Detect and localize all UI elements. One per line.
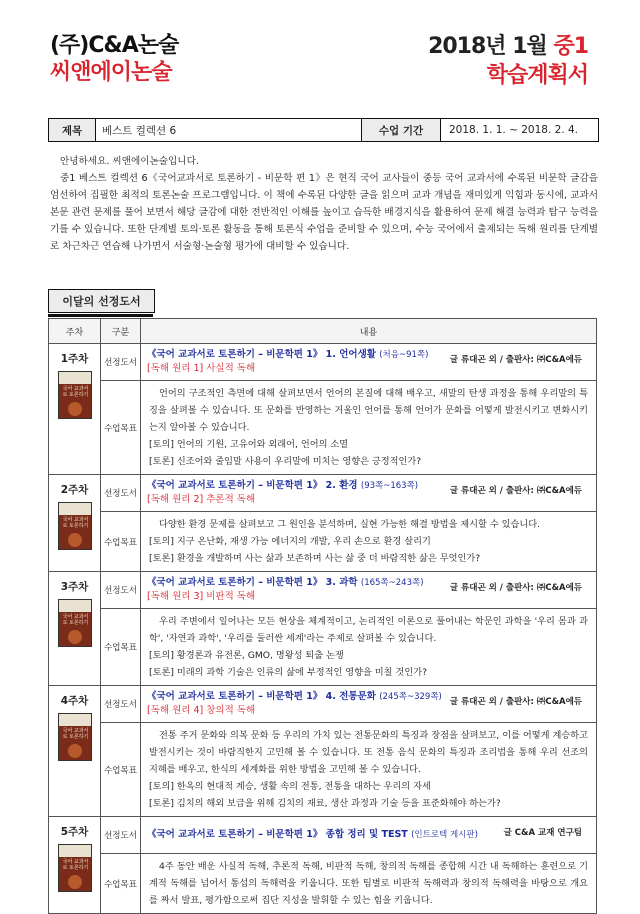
book-cover-image xyxy=(58,502,92,550)
cover-band xyxy=(59,600,91,612)
goal-desc: 언어의 구조적인 측면에 대해 살펴보면서 언어의 본질에 대해 배우고, 새말의 탄생 과정을 통해 우리말의 특징을 살펴볼 수 있습니다. 또 문화를 반영하는 거울인 언어를 통해 언어가 문화를 어떻게 발전시키고 변화시키는지 알아볼 수 있습니다. xyxy=(149,388,588,433)
table-row xyxy=(49,475,597,512)
week-label: 4주차 xyxy=(60,695,89,707)
publisher: 글 류대곤 외 / 출판사: ㈜C&A에듀 xyxy=(449,583,582,593)
table-row xyxy=(49,381,597,475)
cover-title: 국어 교과서로 토론하기 xyxy=(62,386,89,398)
cover-title: 국어 교과서로 토론하기 xyxy=(62,517,89,529)
cover-ball xyxy=(68,533,82,547)
week-label: 3주차 xyxy=(60,581,89,593)
debate-topic: [토론] 환경을 개발하며 사는 삶과 보존하며 사는 삶 중 더 바람직한 삶은 무엇인가? xyxy=(149,553,481,564)
reading-principle: [독해 원리 4] 창의적 독해 xyxy=(147,705,256,716)
debate-topic: [토론] 신조어와 줄임말 사용이 우리말에 미치는 영향은 긍정적인가? xyxy=(149,456,422,467)
book-cell xyxy=(141,686,597,723)
plan-date: 2018년 1월 xyxy=(428,34,554,59)
book-label: 선정도서 xyxy=(101,344,141,381)
book-title: 《국어 교과서로 토론하기 – 비문학편 1》 3. 과학 xyxy=(147,577,358,588)
period-value: 2018. 1. 1. ~ 2018. 2. 4. xyxy=(449,124,579,136)
book-label: 선정도서 xyxy=(101,572,141,609)
table-row xyxy=(49,572,597,609)
week-label: 1주차 xyxy=(60,353,89,365)
book-cover-image xyxy=(58,599,92,647)
book-title: 《국어 교과서로 토론하기 – 비문학편 1》 종합 정리 및 TEST xyxy=(147,829,408,840)
intro-body: 중1 베스트 컬렉션 6《국어교과서로 토론하기 - 비문학 편 1》은 현직 국어 교사들이 중등 국어 교과서에 수록된 비문학 글감을 엄선하여 집필한 최적의 토론논술 프로그램입니다. 이 책에 수록된 다양한 글을 읽으며 교과 개념을 재미있게 익힘과 동시에, 교과서 본문 관련 문제를 풀어 보면서 해당 글감에 대한 전반적인 이해를 높이고 습득한 배경지식을 활용하여 문제 해결 능력과 탐구 능력을 기를 수 있습니다. 또한 단계별 토의·토론 활동을 통해 토론식 수업을 준비할 수 있으며, 수능 국어에서 출제되는 독해 원리를 단계별로 차근차근 연습해 나가면서 서술형·논술형 평가에 대비할 수 있습니다. xyxy=(50,173,598,252)
cover-ball xyxy=(68,744,82,758)
cover-ball xyxy=(68,402,82,416)
publisher: 글 류대곤 외 / 출판사: ㈜C&A에듀 xyxy=(449,355,582,365)
plan-grade: 중1 xyxy=(553,34,588,59)
table-body xyxy=(49,344,597,914)
book-cell xyxy=(141,344,597,381)
logo-line2: 씨앤에이논술 xyxy=(50,60,172,85)
cover-band xyxy=(59,503,91,515)
plan-date-line xyxy=(428,33,588,61)
cover-title: 국어 교과서로 토론하기 xyxy=(62,859,89,871)
publisher: 글 C&A 교재 연구팀 xyxy=(503,828,582,838)
discussion-topic: [토의] 황경론과 유전론, GMO, 명왕성 퇴출 논쟁 xyxy=(149,650,344,661)
book-title: 《국어 교과서로 토론하기 – 비문학편 1》 2. 환경 xyxy=(147,480,358,491)
book-cell xyxy=(141,572,597,609)
header-type: 구분 xyxy=(101,319,141,344)
header-week: 주차 xyxy=(49,319,101,344)
book-label: 선정도서 xyxy=(101,475,141,512)
table-row xyxy=(49,512,597,572)
week-cell xyxy=(49,686,101,817)
book-label: 선정도서 xyxy=(101,817,141,854)
goal-cell xyxy=(141,609,597,686)
book-pages: (처음~91쪽) xyxy=(379,350,429,360)
book-cover-image xyxy=(58,844,92,892)
book-pages: (93쪽~163쪽) xyxy=(360,481,419,491)
book-pages: (165쪽~243쪽) xyxy=(360,578,424,588)
goal-desc: 우리 주변에서 일어나는 모든 현상을 체계적이고, 논리적인 이론으로 풀어내는 학문인 과학을 '우리 몸과 과학', '자연과 과학', '우리를 둘러싼 세계'라는 주제로 살펴볼 수 있습니다. xyxy=(149,616,588,644)
period-label: 수업 기간 xyxy=(362,119,441,141)
discussion-topic: [토의] 언어의 기원, 고유어와 외래어, 언어의 소멸 xyxy=(149,439,349,450)
book-title: 《국어 교과서로 토론하기 – 비문학편 1》 4. 전통문화 xyxy=(147,691,376,702)
plan-title: 학습계획서 xyxy=(486,63,588,88)
goal-label: 수업목표 xyxy=(101,609,141,686)
book-title: 《국어 교과서로 토론하기 – 비문학편 1》 1. 언어생활 xyxy=(147,349,376,360)
week-cell xyxy=(49,344,101,475)
week-cell xyxy=(49,572,101,686)
goal-desc: 4주 동안 배운 사실적 독해, 추론적 독해, 비판적 독해, 창의적 독해를 종합해 시간 내 독해하는 훈련으로 기계적 독해를 넘어서 통섭의 독해력을 키웁니다. 또한 팀별로 비판적 독해력과 창의적 독해력을 바탕으로 개요를 짜서 발표, 평가함으로써 집단 지성을 발휘할 수 있는 힘을 키웁니다. xyxy=(149,861,588,906)
goal-label: 수업목표 xyxy=(101,512,141,572)
debate-topic: [토론] 미래의 과학 기술은 인류의 삶에 부정적인 영향을 미칠 것인가? xyxy=(149,667,427,678)
intro-greeting: 안녕하세요. 씨앤에이논술입니다. xyxy=(60,156,199,167)
subject-label: 제목 xyxy=(49,119,96,141)
schedule-table xyxy=(48,318,597,914)
book-pages: (245쪽~329쪽) xyxy=(379,692,442,702)
goal-label: 수업목표 xyxy=(101,854,141,914)
goal-desc: 전통 주거 문화와 의복 문화 등 우리의 가치 있는 전통문화의 특징과 장점을 살펴보고, 이를 어떻게 계승하고 발전시키는 것이 바람직한지 고민해 볼 수 있습니다. 또 전통 음식 문화의 특징과 조리법을 통해 우리 선조의 지혜를 배우고, 한식의 세계화를 위한 방법을 고민해 볼 수 있습니다. xyxy=(149,730,588,775)
book-cell xyxy=(141,817,597,854)
cover-ball xyxy=(68,630,82,644)
goal-label: 수업목표 xyxy=(101,723,141,817)
reading-principle: [독해 원리 2] 추론적 독해 xyxy=(147,494,256,505)
publisher: 글 류대곤 외 / 출판사: ㈜C&A에듀 xyxy=(449,697,582,707)
plan-heading xyxy=(428,33,588,91)
week-cell xyxy=(49,817,101,914)
cover-band xyxy=(59,845,91,857)
cover-band xyxy=(59,372,91,384)
cover-ball xyxy=(68,875,82,889)
table-header-row xyxy=(49,319,597,344)
goal-label: 수업목표 xyxy=(101,381,141,475)
book-cover-image xyxy=(58,713,92,761)
table-row xyxy=(49,723,597,817)
week-cell xyxy=(49,475,101,572)
goal-cell xyxy=(141,512,597,572)
week-label: 5주차 xyxy=(60,826,89,838)
table-row xyxy=(49,344,597,381)
goal-cell xyxy=(141,381,597,475)
goal-cell xyxy=(141,723,597,817)
publisher: 글 류대곤 외 / 출판사: ㈜C&A에듀 xyxy=(449,486,582,496)
table-row xyxy=(49,609,597,686)
info-bar xyxy=(48,118,599,142)
intro-text xyxy=(50,153,598,255)
book-label: 선정도서 xyxy=(101,686,141,723)
table-row xyxy=(49,817,597,854)
section-tag: 이달의 선정도서 xyxy=(48,289,155,313)
reading-principle: [독해 원리 3] 비판적 독해 xyxy=(147,591,256,602)
cover-title: 국어 교과서로 토론하기 xyxy=(62,728,89,740)
discussion-topic: [토의] 한옥의 현대적 계승, 생활 속의 전통, 전통을 대하는 우리의 자세 xyxy=(149,781,431,792)
company-logo xyxy=(50,33,178,87)
discussion-topic: [토의] 지구 온난화, 재생 가능 에너지의 개발, 우리 손으로 환경 살리기 xyxy=(149,536,431,547)
debate-topic: [토론] 김치의 해외 보급을 위해 김치의 재료, 생산 과정과 기술 등을 표준화해야 하는가? xyxy=(149,798,501,809)
cover-band xyxy=(59,714,91,726)
logo-line1: (주)C&A논술 xyxy=(50,33,179,58)
cover-title: 국어 교과서로 토론하기 xyxy=(62,614,89,626)
reading-principle: [독해 원리 1] 사실적 독해 xyxy=(147,363,256,374)
book-cell xyxy=(141,475,597,512)
table-row xyxy=(49,686,597,723)
subject-value: 베스트 컬렉션 6 xyxy=(96,119,362,141)
book-pages: (인트로텍 게시판) xyxy=(411,830,478,840)
section-tag-rule xyxy=(48,314,153,317)
header-content: 내용 xyxy=(141,319,597,344)
week-label: 2주차 xyxy=(60,484,89,496)
goal-desc: 다양한 환경 문제를 살펴보고 그 원인을 분석하며, 실현 가능한 해결 방법을 제시할 수 있습니다. xyxy=(159,519,541,530)
book-cover-image xyxy=(58,371,92,419)
